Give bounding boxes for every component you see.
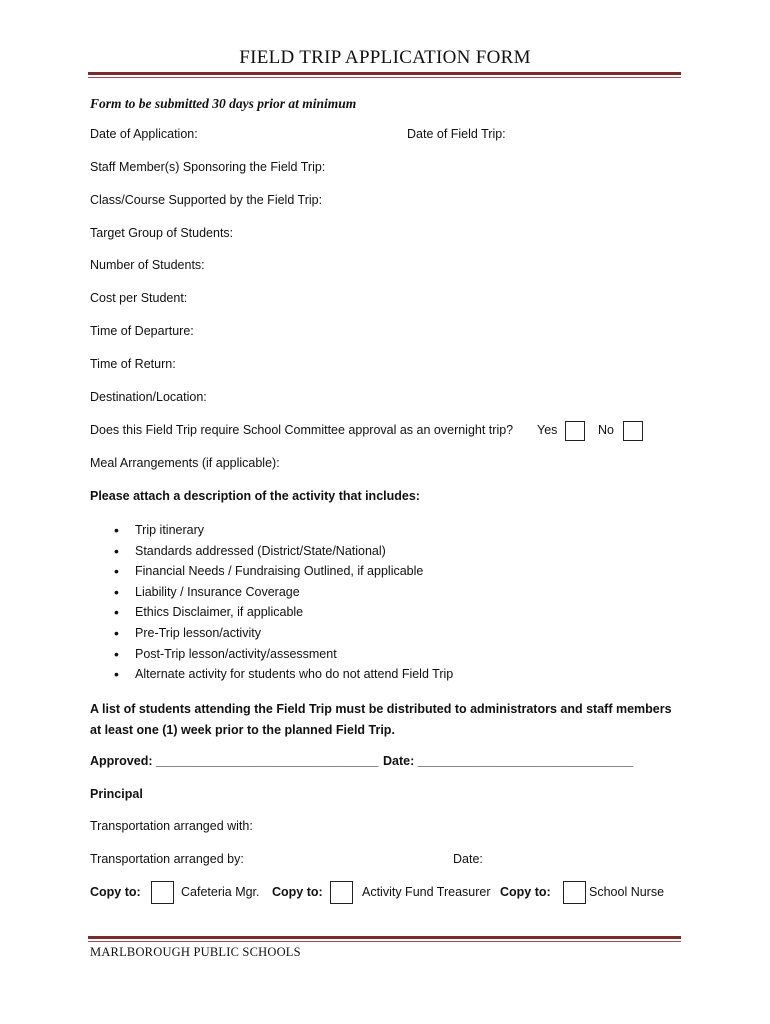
no-label: No: [598, 423, 614, 437]
list-item: • Liability / Insurance Coverage: [90, 583, 453, 604]
destination-label: Destination/Location:: [90, 390, 207, 404]
list-item: • Standards addressed (District/State/National): [90, 542, 453, 563]
copy-treasurer-checkbox[interactable]: [330, 881, 353, 904]
time-of-departure-label: Time of Departure:: [90, 324, 194, 338]
meal-arrangements-label: Meal Arrangements (if applicable):: [90, 456, 280, 470]
target-group-label: Target Group of Students:: [90, 226, 234, 240]
time-of-return-label: Time of Return:: [90, 357, 176, 371]
copy-to-label: Copy to:: [500, 885, 551, 899]
no-checkbox[interactable]: [623, 421, 643, 441]
copy-cafeteria-checkbox[interactable]: [151, 881, 174, 904]
student-list-note: A list of students attending the Field Trip must be distributed to administrators and staff members at least one (1) week prior to the planned Field Trip.: [90, 702, 672, 737]
number-of-students-label: Number of Students:: [90, 258, 205, 272]
submission-note: Form to be submitted 30 days prior at minimum: [90, 96, 357, 111]
copy-nurse-label: School Nurse: [589, 885, 665, 899]
transportation-arranged-by-label: Transportation arranged by:: [90, 852, 244, 866]
class-course-label: Class/Course Supported by the Field Trip:: [90, 193, 323, 207]
yes-checkbox[interactable]: [565, 421, 585, 441]
yes-label: Yes: [537, 423, 558, 437]
copy-to-label: Copy to:: [272, 885, 323, 899]
principal-label: Principal: [90, 787, 143, 801]
copy-nurse-checkbox[interactable]: [563, 881, 586, 904]
overnight-question: Does this Field Trip require School Committee approval as an overnight trip?: [90, 423, 514, 437]
attach-heading: Please attach a description of the activity that includes:: [90, 489, 420, 503]
list-item: • Pre-Trip lesson/activity: [90, 624, 453, 645]
date-of-field-trip-label: Date of Field Trip:: [407, 127, 506, 141]
attachment-list: [90, 521, 453, 686]
list-item: • Alternate activity for students who do not attend Field Trip: [90, 665, 453, 686]
staff-members-label: Staff Member(s) Sponsoring the Field Trip:: [90, 160, 326, 174]
approval-date-line[interactable]: Date: _______________________________: [383, 754, 634, 768]
title-divider-thin: [88, 77, 681, 78]
approved-signature-line[interactable]: Approved: ________________________________: [90, 754, 379, 768]
copy-cafeteria-label: Cafeteria Mgr.: [181, 885, 260, 899]
list-item: • Financial Needs / Fundraising Outlined, if applicable: [90, 562, 453, 583]
list-item: • Post-Trip lesson/activity/assessment: [90, 645, 453, 666]
transportation-date-label: Date:: [453, 852, 483, 866]
copy-treasurer-label: Activity Fund Treasurer: [362, 885, 491, 899]
cost-per-student-label: Cost per Student:: [90, 291, 188, 305]
title-divider: [88, 72, 681, 75]
list-item: • Trip itinerary: [90, 521, 453, 542]
footer-divider-thin: [88, 941, 681, 942]
date-of-application-label: Date of Application:: [90, 127, 198, 141]
form-title: FIELD TRIP APPLICATION FORM: [239, 47, 531, 68]
copy-to-label: Copy to:: [90, 885, 141, 899]
transportation-arranged-with-label: Transportation arranged with:: [90, 819, 253, 833]
footer-text: MARLBOROUGH PUBLIC SCHOOLS: [90, 945, 301, 959]
footer-divider: [88, 936, 681, 939]
list-item: • Ethics Disclaimer, if applicable: [90, 603, 453, 624]
